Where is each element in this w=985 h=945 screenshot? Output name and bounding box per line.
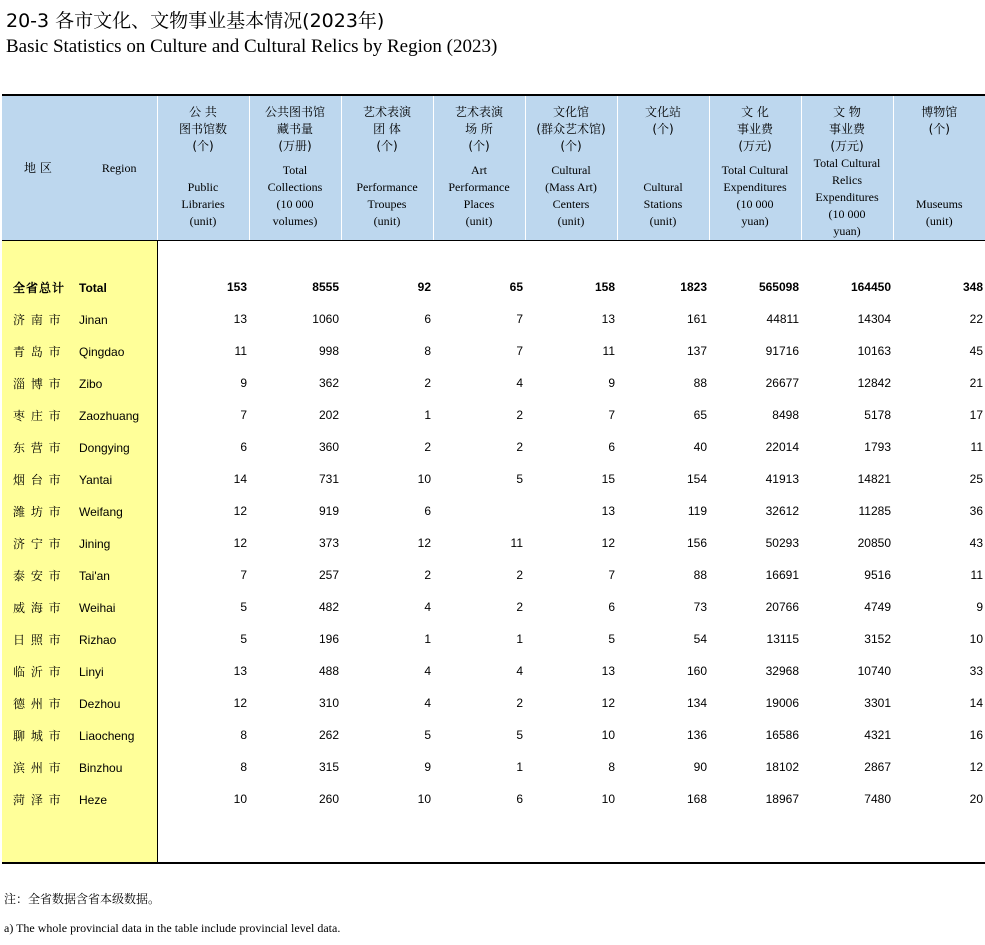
region-name-cn: 淄 博 市 <box>13 376 62 391</box>
value-cell: 2 <box>516 696 523 710</box>
header-col-4 <box>433 96 525 241</box>
value-cell <box>433 495 525 527</box>
value-cell: 6 <box>608 440 615 454</box>
value-cell: 7 <box>240 408 247 422</box>
region-name-cn: 菏 泽 市 <box>13 792 62 807</box>
region-name-cn: 聊 城 市 <box>13 728 62 743</box>
value-cell: 2 <box>516 408 523 422</box>
region-name-cn: 青 岛 市 <box>13 344 62 359</box>
region-name-en: Zibo <box>79 376 103 391</box>
value-cell: 12842 <box>857 376 891 390</box>
value-cell: 9 <box>240 376 247 390</box>
table-row <box>2 623 985 655</box>
value-cell: 22014 <box>765 440 799 454</box>
value-cell: 10 <box>601 792 615 806</box>
table-header <box>2 96 985 241</box>
region-name-en: Liaocheng <box>79 728 135 743</box>
value-cell: 1 <box>516 760 523 774</box>
region-name-en: Weihai <box>79 600 116 615</box>
value-cell: 12 <box>601 536 615 550</box>
value-cell: 7 <box>516 312 523 326</box>
value-cell: 16 <box>969 728 983 742</box>
header-col-en: Museums (unit) <box>915 197 963 228</box>
value-cell: 65 <box>693 408 707 422</box>
value-cell: 373 <box>318 536 339 550</box>
table-row <box>2 559 985 591</box>
header-col-1 <box>157 96 249 241</box>
value-cell: 482 <box>318 600 339 614</box>
value-cell: 8 <box>240 728 247 742</box>
value-cell: 136 <box>686 728 707 742</box>
header-region-cn: 地 区 <box>24 160 52 175</box>
region-name-en: Linyi <box>79 664 104 679</box>
page-title-cn: 20-3 各市文化、文物事业基本情况(2023年) <box>6 10 385 32</box>
value-cell: 11 <box>602 344 615 358</box>
footnote-en: a) The whole provincial data in the table include provincial level data. <box>4 921 341 935</box>
value-cell: 43 <box>969 536 983 550</box>
value-cell: 14 <box>233 472 247 486</box>
value-cell: 6 <box>608 600 615 614</box>
spacer-cell <box>157 241 985 272</box>
value-cell: 8 <box>608 760 615 774</box>
value-cell: 4 <box>516 376 523 390</box>
region-name-cn: 滨 州 市 <box>13 760 62 775</box>
value-cell: 1 <box>516 632 523 646</box>
value-cell: 5178 <box>864 408 891 422</box>
value-cell: 73 <box>693 600 707 614</box>
footnote-cn: 注：全省数据含省本级数据。 <box>4 892 161 906</box>
value-cell: 13 <box>601 664 615 678</box>
value-cell: 32612 <box>765 504 799 518</box>
value-cell: 10 <box>417 792 431 806</box>
region-name-cn: 潍 坊 市 <box>13 504 62 519</box>
value-cell: 1 <box>424 408 431 422</box>
statistics-table <box>2 96 985 862</box>
value-cell: 20 <box>969 792 983 806</box>
value-cell: 14821 <box>857 472 891 486</box>
value-cell: 7480 <box>864 792 891 806</box>
region-cell <box>2 495 157 527</box>
value-cell: 257 <box>318 568 339 582</box>
table-row <box>2 303 985 335</box>
value-cell: 88 <box>693 568 707 582</box>
value-cell: 488 <box>318 664 339 678</box>
value-cell: 10 <box>417 472 431 486</box>
value-cell: 1 <box>424 632 431 646</box>
region-cell <box>2 655 157 687</box>
value-cell: 8 <box>240 760 247 774</box>
value-cell: 1793 <box>864 440 891 454</box>
value-cell: 32968 <box>765 664 799 678</box>
header-col-2 <box>249 96 341 241</box>
table-row <box>2 495 985 527</box>
value-cell: 45 <box>969 344 983 358</box>
value-cell: 3152 <box>864 632 891 646</box>
value-cell: 4 <box>424 600 431 614</box>
value-cell: 360 <box>318 440 339 454</box>
value-cell: 9516 <box>864 568 891 582</box>
region-name-en: Jinan <box>79 312 108 327</box>
value-cell: 9 <box>424 760 431 774</box>
value-cell: 161 <box>686 312 707 326</box>
region-name-en: Zaozhuang <box>79 408 140 423</box>
value-cell: 11285 <box>858 504 891 518</box>
header-col-en: Art Performance Places (unit) <box>448 163 510 228</box>
region-name-cn: 烟 台 市 <box>13 472 62 487</box>
region-name-en: Weifang <box>79 504 123 519</box>
value-cell: 21 <box>969 376 983 390</box>
region-cell <box>2 367 157 399</box>
value-cell: 13 <box>601 312 615 326</box>
value-cell: 156 <box>686 536 707 550</box>
value-cell: 6 <box>516 792 523 806</box>
value-cell: 17 <box>969 408 983 422</box>
table-row <box>2 335 985 367</box>
region-cell <box>2 591 157 623</box>
header-col-en: Total Cultural Relics Expenditures (10 000 yuan) <box>813 156 881 238</box>
region-name-en: Qingdao <box>79 344 125 359</box>
value-cell: 2 <box>516 568 523 582</box>
value-cell: 12 <box>233 536 247 550</box>
value-cell: 90 <box>693 760 707 774</box>
region-name-en: Dezhou <box>79 696 121 711</box>
value-cell: 14304 <box>857 312 891 326</box>
value-cell: 18967 <box>765 792 799 806</box>
value-cell: 160 <box>686 664 707 678</box>
value-cell: 5 <box>424 728 431 742</box>
value-cell: 7 <box>608 408 615 422</box>
region-name-en: Yantai <box>79 472 113 487</box>
value-cell: 12 <box>233 504 247 518</box>
value-cell: 14 <box>969 696 983 710</box>
header-region <box>2 96 157 241</box>
region-name-cn: 泰 安 市 <box>13 568 62 583</box>
value-cell: 2867 <box>864 760 891 774</box>
value-cell: 4 <box>516 664 523 678</box>
value-cell: 137 <box>686 344 707 358</box>
header-col-7 <box>709 96 801 241</box>
value-cell: 6 <box>240 440 247 454</box>
value-cell: 5 <box>240 632 247 646</box>
value-cell: 91716 <box>765 344 799 358</box>
value-cell: 565098 <box>758 280 799 294</box>
spacer-cell <box>157 815 985 862</box>
region-name-cn: 日 照 市 <box>13 632 62 647</box>
value-cell: 10163 <box>857 344 891 358</box>
value-cell: 19006 <box>765 696 799 710</box>
header-col-cn: 艺术表演 场 所 (个) <box>454 105 503 153</box>
value-cell: 22 <box>969 312 983 326</box>
region-name-cn: 济 南 市 <box>13 312 62 327</box>
value-cell: 9 <box>608 376 615 390</box>
value-cell: 7 <box>516 344 523 358</box>
spacer-row <box>2 815 985 862</box>
value-cell: 362 <box>318 376 339 390</box>
value-cell: 5 <box>240 600 247 614</box>
value-cell: 348 <box>962 280 983 294</box>
region-name-en: Jining <box>79 536 111 551</box>
value-cell: 6 <box>424 312 431 326</box>
value-cell: 315 <box>318 760 339 774</box>
header-col-cn: 艺术表演 团 体 (个) <box>362 105 411 153</box>
region-cell <box>2 463 157 495</box>
value-cell: 2 <box>516 440 523 454</box>
value-cell: 8 <box>424 344 431 358</box>
value-cell: 158 <box>594 280 615 294</box>
header-col-en: Total Collections (10 000 volumes) <box>267 163 323 228</box>
value-cell: 15 <box>601 472 615 486</box>
value-cell: 50293 <box>765 536 799 550</box>
region-name-en: Total <box>79 280 107 295</box>
value-cell: 92 <box>417 280 431 294</box>
value-cell: 8555 <box>312 280 339 294</box>
value-cell: 202 <box>318 408 339 422</box>
region-name-cn: 东 营 市 <box>13 440 62 455</box>
value-cell: 168 <box>686 792 707 806</box>
total-row <box>2 271 985 303</box>
table-row <box>2 399 985 431</box>
value-cell: 5 <box>516 472 523 486</box>
value-cell: 26677 <box>765 376 799 390</box>
value-cell: 731 <box>318 472 339 486</box>
table-row <box>2 367 985 399</box>
value-cell: 119 <box>687 504 707 518</box>
value-cell: 10740 <box>857 664 891 678</box>
value-cell: 13 <box>233 312 247 326</box>
header-col-3 <box>341 96 433 241</box>
value-cell: 3301 <box>864 696 891 710</box>
header-col-cn: 文化站 (个) <box>644 105 681 136</box>
region-name-en: Rizhao <box>79 632 117 647</box>
header-col-en: Public Libraries (unit) <box>181 180 225 228</box>
region-cell <box>2 559 157 591</box>
table-row <box>2 719 985 751</box>
value-cell: 11 <box>970 440 983 454</box>
header-col-cn: 文 化 事业费 (万元) <box>736 105 773 153</box>
region-cell <box>2 751 157 783</box>
value-cell: 7 <box>240 568 247 582</box>
value-cell: 11 <box>234 344 247 358</box>
value-cell: 41913 <box>765 472 799 486</box>
value-cell: 4 <box>424 696 431 710</box>
region-name-cn: 威 海 市 <box>13 600 62 615</box>
header-col-en: Performance Troupes (unit) <box>356 180 418 228</box>
region-name-en: Binzhou <box>79 760 123 775</box>
region-cell <box>2 431 157 463</box>
region-cell <box>2 719 157 751</box>
header-col-en: Total Cultural Expenditures (10 000 yuan) <box>721 163 789 228</box>
value-cell: 4749 <box>864 600 891 614</box>
value-cell: 4 <box>424 664 431 678</box>
value-cell: 40 <box>693 440 707 454</box>
table-body <box>2 241 985 863</box>
value-cell: 919 <box>318 504 339 518</box>
region-spacer-cell <box>2 815 157 862</box>
value-cell: 12 <box>601 696 615 710</box>
value-cell: 153 <box>226 280 247 294</box>
header-col-en: Cultural Stations (unit) <box>643 180 683 228</box>
value-cell: 154 <box>686 472 707 486</box>
value-cell: 13115 <box>766 632 799 646</box>
header-col-cn: 文化馆 (群众艺术馆) (个) <box>536 105 606 153</box>
value-cell: 10 <box>969 632 983 646</box>
value-cell: 164450 <box>850 280 891 294</box>
spacer-row <box>2 241 985 272</box>
table-row <box>2 751 985 783</box>
value-cell: 5 <box>608 632 615 646</box>
value-cell: 16691 <box>765 568 799 582</box>
header-region-en: Region <box>101 160 137 175</box>
value-cell: 10 <box>233 792 247 806</box>
value-cell: 7 <box>608 568 615 582</box>
region-name-en: Dongying <box>79 440 130 455</box>
value-cell: 4321 <box>864 728 891 742</box>
value-cell: 88 <box>693 376 707 390</box>
value-cell: 9 <box>976 600 983 614</box>
value-cell: 12 <box>417 536 431 550</box>
value-cell: 998 <box>318 344 339 358</box>
region-name-cn: 德 州 市 <box>13 696 62 711</box>
header-col-5 <box>525 96 617 241</box>
region-cell <box>2 335 157 367</box>
header-col-cn: 文 物 事业费 (万元) <box>828 105 865 153</box>
table-row <box>2 463 985 495</box>
region-name-cn: 全省总计 <box>13 280 66 295</box>
page-title-en: Basic Statistics on Culture and Cultural Relics by Region (2023) <box>6 36 498 57</box>
value-cell: 65 <box>509 280 523 294</box>
value-cell: 20850 <box>857 536 891 550</box>
value-cell: 16586 <box>765 728 799 742</box>
region-cell <box>2 271 157 303</box>
value-cell: 5 <box>516 728 523 742</box>
value-cell: 13 <box>233 664 247 678</box>
region-name-en: Heze <box>79 792 108 807</box>
header-col-cn: 博物馆 (个) <box>921 105 958 136</box>
header-col-6 <box>617 96 709 241</box>
region-cell <box>2 623 157 655</box>
region-spacer-cell <box>2 241 157 272</box>
header-col-en: Cultural (Mass Art) Centers (unit) <box>545 163 597 228</box>
value-cell: 262 <box>318 728 339 742</box>
header-row <box>2 96 985 241</box>
table-row <box>2 783 985 815</box>
table-row <box>2 431 985 463</box>
region-cell <box>2 303 157 335</box>
table-row <box>2 655 985 687</box>
table-row <box>2 687 985 719</box>
region-cell <box>2 527 157 559</box>
value-cell: 18102 <box>765 760 799 774</box>
region-cell <box>2 399 157 431</box>
value-cell: 13 <box>601 504 615 518</box>
value-cell: 310 <box>318 696 339 710</box>
value-cell: 11 <box>510 536 523 550</box>
value-cell: 33 <box>969 664 983 678</box>
statistics-table-container <box>2 94 985 864</box>
header-col-cn: 公 共 图书馆数 (个) <box>178 105 227 153</box>
region-name-cn: 济 宁 市 <box>13 536 62 551</box>
value-cell: 260 <box>318 792 339 806</box>
value-cell: 2 <box>424 376 431 390</box>
value-cell: 2 <box>424 568 431 582</box>
region-name-cn: 枣 庄 市 <box>13 408 62 423</box>
table-row <box>2 591 985 623</box>
value-cell: 1060 <box>312 312 339 326</box>
region-cell <box>2 687 157 719</box>
value-cell: 12 <box>969 760 983 774</box>
value-cell: 12 <box>233 696 247 710</box>
value-cell: 11 <box>970 568 983 582</box>
value-cell: 20766 <box>765 600 799 614</box>
header-col-9 <box>893 96 985 241</box>
value-cell: 2 <box>516 600 523 614</box>
region-name-en: Tai'an <box>79 568 110 583</box>
value-cell: 44811 <box>766 312 799 326</box>
header-col-cn: 公共图书馆 藏书量 (万册) <box>264 105 325 153</box>
value-cell: 25 <box>969 472 983 486</box>
value-cell: 54 <box>693 632 707 646</box>
value-cell: 10 <box>601 728 615 742</box>
value-cell: 134 <box>686 696 707 710</box>
value-cell: 196 <box>318 632 339 646</box>
region-cell <box>2 783 157 815</box>
region-name-cn: 临 沂 市 <box>13 664 62 679</box>
value-cell: 2 <box>424 440 431 454</box>
value-cell: 8498 <box>772 408 799 422</box>
value-cell: 1823 <box>680 280 707 294</box>
table-row <box>2 527 985 559</box>
header-col-8 <box>801 96 893 241</box>
value-cell: 36 <box>969 504 983 518</box>
value-cell: 6 <box>424 504 431 518</box>
